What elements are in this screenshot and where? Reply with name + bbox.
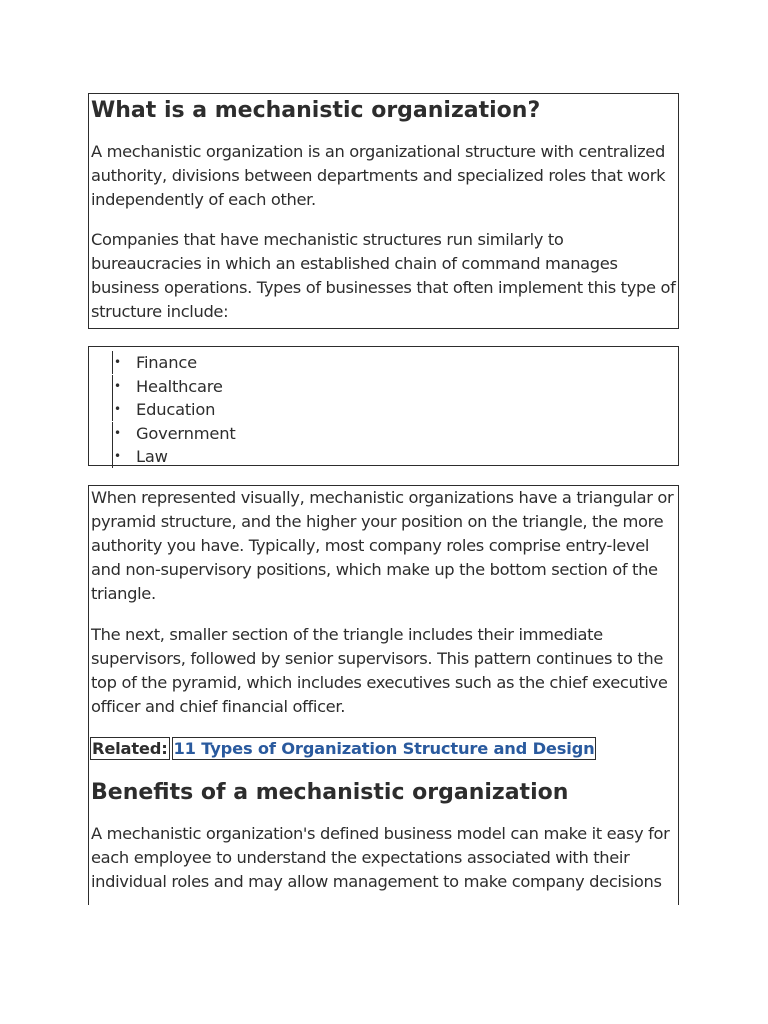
benefits-paragraph: A mechanistic organization's defined business model can make it easy for each employee to understand the expectations associated with their individual roles and may allow management to make company decisions	[91, 824, 670, 891]
list-item	[89, 422, 678, 446]
bullet-icon: •	[112, 398, 134, 421]
list-item	[89, 351, 678, 375]
business-types-list	[88, 346, 679, 466]
structure-section	[88, 485, 679, 905]
list-item-label: Finance	[136, 353, 197, 372]
intro-section	[88, 93, 679, 329]
section-heading-what-is: What is a mechanistic organization?	[91, 98, 541, 123]
structure-paragraph-1: When represented visually, mechanistic organizations have a triangular or pyramid structure, and the higher your position on the triangle, the more authority you have. Typically, most company roles comprise entry-level and non-supervisory positions, which make up the bottom section of the triangle.	[91, 488, 674, 603]
bullet-icon: •	[112, 445, 134, 468]
structure-paragraph-2: The next, smaller section of the triangle includes their immediate supervisors, followed by senior supervisors. This pattern continues to the top of the pyramid, which includes executives such as the chief executive officer and chief financial officer.	[91, 625, 668, 716]
list-item-label: Government	[136, 423, 236, 443]
related-line	[89, 737, 678, 760]
list-item-label: Healthcare	[136, 376, 223, 396]
bullet-icon: •	[112, 422, 134, 445]
related-article-link[interactable]: 11 Types of Organization Structure and Design	[173, 739, 595, 758]
section-heading-benefits: Benefits of a mechanistic organization	[91, 780, 569, 805]
bullet-icon: •	[112, 375, 134, 398]
list-item	[89, 375, 678, 399]
bullet-icon: •	[112, 351, 134, 374]
list-item	[89, 445, 678, 469]
related-label: Related:	[92, 739, 168, 758]
list-item	[89, 398, 678, 422]
intro-paragraph-1: A mechanistic organization is an organizational structure with centralized authority, divisions between departments and specialized roles that work independently of each other.	[91, 142, 666, 209]
list-item-label: Law	[136, 447, 168, 466]
list-item-label: Education	[136, 400, 216, 419]
intro-paragraph-2: Companies that have mechanistic structures run similarly to bureaucracies in which an established chain of command manages business operations. Types of businesses that often implement this type of structure include:	[91, 230, 676, 321]
